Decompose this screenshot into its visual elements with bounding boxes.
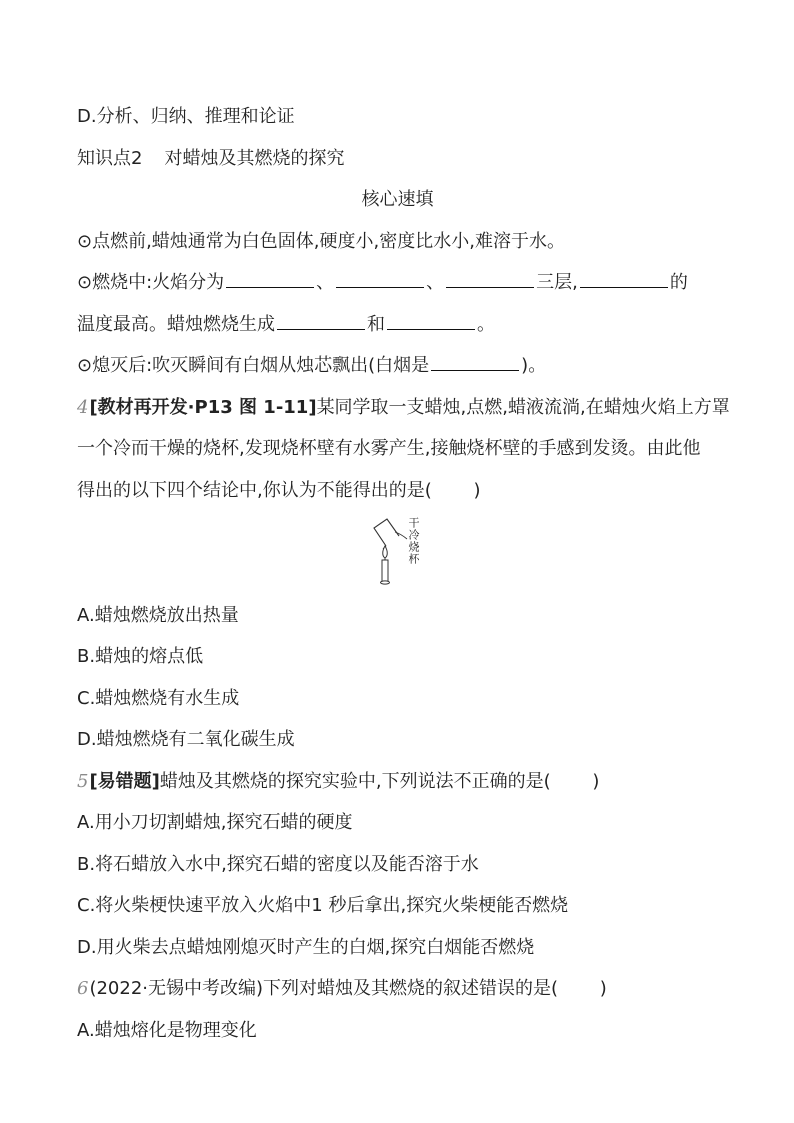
fill-in-blank [336, 273, 424, 288]
separator: 、 [426, 272, 445, 294]
extinguish-suffix: )。 [521, 355, 547, 377]
burning-after-layers: 三层, [536, 272, 578, 294]
question-tag: [易错题] [89, 770, 160, 792]
question-4-stem-line-3: 得出的以下四个结论中,你认为不能得出的是( ) [77, 479, 481, 501]
question-5-option-c: C.将火柴梗快速平放入火焰中1 秒后拿出,探究火柴梗能否燃烧 [77, 895, 569, 917]
burning-line2-prefix: 温度最高。蜡烛燃烧生成 [77, 313, 275, 335]
question-4-option-d: D.蜡烛燃烧有二氧化碳生成 [77, 729, 295, 751]
burning-end: 的 [669, 272, 688, 294]
question-tag: [教材再开发·P13 图 1-11] [89, 396, 317, 418]
question-number: 4 [77, 396, 89, 418]
candle-flame [383, 546, 388, 558]
question-5-option-a: A.用小刀切割蜡烛,探究石蜡的硬度 [77, 812, 353, 834]
core-fill-before-lighting: ⊙点燃前,蜡烛通常为白色固体,硬度小,密度比水小,难溶于水。 [77, 230, 565, 252]
question-4-stem-line-2: 一个冷而干燥的烧杯,发现烧杯壁有水雾产生,接触烧杯壁的手感到发烫。由此他 [77, 438, 701, 460]
figure-label-cold-beaker: 干冷烧杯 [407, 517, 420, 566]
candle-body [382, 560, 388, 582]
question-5-stem [77, 761, 718, 803]
core-fill-extinguish [77, 345, 718, 387]
burning-line2-and: 和 [367, 313, 385, 335]
label-leader-line [395, 532, 407, 539]
question-6-stem [77, 968, 718, 1010]
question-source: (2022·无锡中考改编) [89, 978, 264, 1000]
knowledge-point-title: 对蜡烛及其燃烧的探究 [164, 147, 345, 169]
burning-prefix: ⊙燃烧中:火焰分为 [77, 272, 225, 294]
question-stem-text: 下列对蜡烛及其燃烧的叙述错误的是( ) [263, 978, 607, 1000]
question-6-option-a: A.蜡烛熔化是物理变化 [77, 1019, 257, 1041]
knowledge-point-heading [77, 138, 718, 180]
candle-beaker-figure [77, 511, 718, 595]
candle-base [381, 581, 390, 584]
question-stem-text: 某同学取一支蜡烛,点燃,蜡液流淌,在蜡烛火焰上方罩 [316, 396, 730, 418]
fill-in-blank [580, 273, 668, 288]
question-stem-text: 蜡烛及其燃烧的探究实验中,下列说法不正确的是( ) [159, 770, 600, 792]
burning-line2-end: 。 [477, 313, 495, 335]
separator: 、 [316, 272, 335, 294]
knowledge-point-label: 知识点2 [77, 147, 143, 169]
fill-in-blank [431, 356, 519, 371]
question-4-option-c: C.蜡烛燃烧有水生成 [77, 687, 240, 709]
question-4-option-b: B.蜡烛的熔点低 [77, 646, 204, 668]
fill-in-blank [387, 315, 475, 330]
fill-in-blank [226, 273, 314, 288]
question-number: 6 [77, 978, 89, 1000]
question-5-option-d: D.用火柴去点蜡烛刚熄灭时产生的白烟,探究白烟能否燃烧 [77, 936, 535, 958]
question-5-option-b: B.将石蜡放入水中,探究石蜡的密度以及能否溶于水 [77, 853, 479, 875]
extinguish-prefix: ⊙熄灭后:吹灭瞬间有白烟从烛芯飘出(白烟是 [77, 355, 430, 377]
fill-in-blank [277, 315, 365, 330]
candle-figure-drawing [368, 516, 410, 588]
question-4-stem-line-1 [77, 387, 730, 429]
core-fill-burning-line-2 [77, 304, 718, 346]
core-fill-heading: 核心速填 [361, 189, 434, 211]
fill-in-blank [446, 273, 534, 288]
previous-question-option-d: D.分析、归纳、推理和论证 [77, 106, 295, 128]
core-fill-burning-line-1 [77, 262, 718, 304]
question-number: 5 [77, 770, 89, 792]
page-content [77, 96, 730, 1051]
question-4-option-a: A.蜡烛燃烧放出热量 [77, 604, 239, 626]
